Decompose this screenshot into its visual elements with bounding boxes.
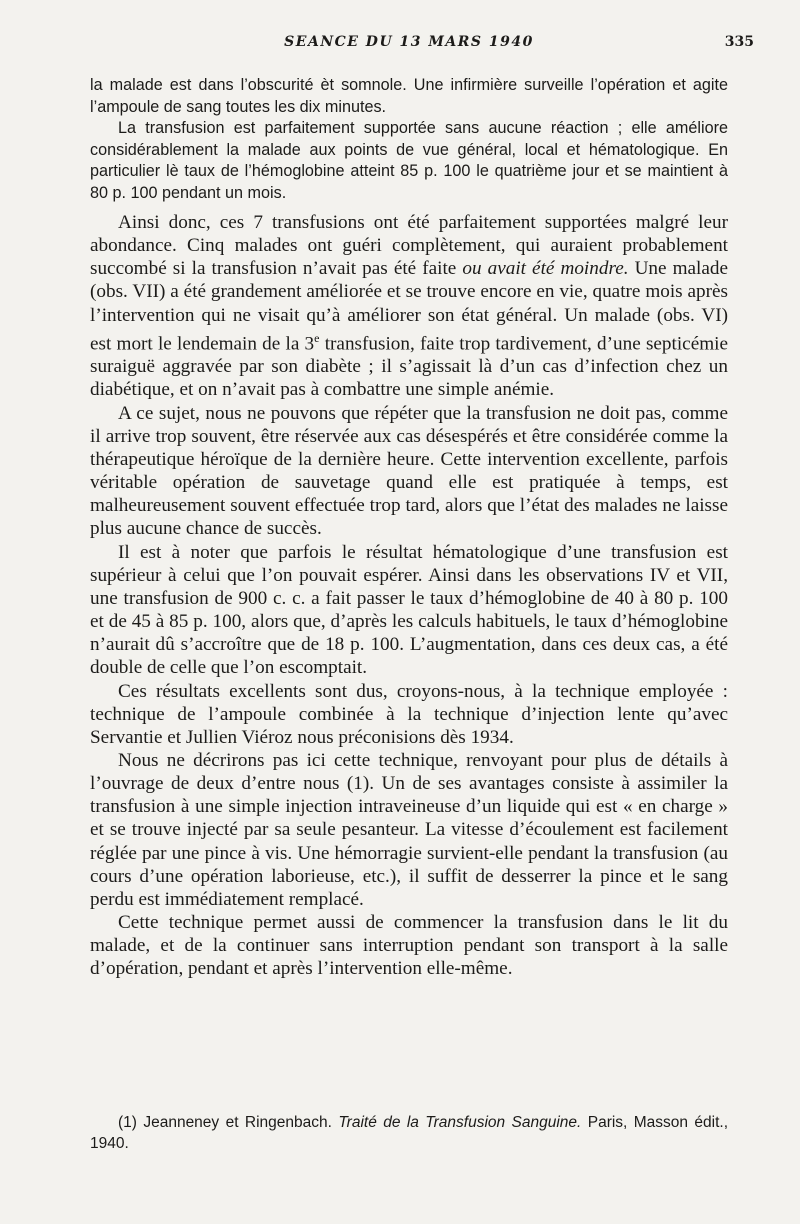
paragraph: la malade est dans l’obscurité èt somnole. Une infirmière surveille l’opération et agite l’ampoule de sang toutes les dix minutes. [90, 76, 728, 116]
case-report-text [90, 75, 728, 204]
superscript: e [314, 330, 320, 345]
paragraph: A ce sujet, nous ne pouvons que répéter que la transfusion ne doit pas, comme il arrive trop souvent, être réservée aux cas désespérés et être considérée comme la thérapeutique héroïque de la dernière heure. Cette intervention excellente, parfois véritable opération de sauvetage quand elle est pratiquée à temps, est malheureusement souvent effectuée trop tard, alors que l’état des malades ne laisse plus aucune chance de succès. [90, 402, 728, 540]
footnote-text [90, 1112, 728, 1154]
paragraph: Nous ne décrirons pas ici cette technique, renvoyant pour plus de détails à l’ouvrage de deux d’entre nous (1). Un de ses avantages consiste à assimiler la transfusion à une simple injection intraveineuse d’un liquide qui est « en charge » et se trouve injecté par sa seule pesanteur. La vitesse d’écoulement est facilement réglée par une pince à vis. Une hémorragie survient-elle pendant la transfusion (au cours d’une opération laborieuse, etc.), il suffit de desserrer la pince et le sang perdu est immédiatement remplacé. [90, 749, 728, 910]
text-span: Une malade (obs. VII) a été grandement améliorée et se trouve encore en vie, quatre mois après l’intervention qui ne visait qu’à améliorer son état général. Un malade (obs. VI) est mort le lendemain de la 3 [90, 258, 728, 355]
italic-span: ou avait été moindre. [462, 258, 629, 280]
text-span: Paris, Masson édit., 1940. [90, 1114, 729, 1152]
italic-span: Traité de la Transfusion Sanguine. [338, 1114, 582, 1131]
text-span: (1) Jeanneney et Ringenbach. [118, 1114, 332, 1131]
page-number: 335 [724, 34, 754, 50]
footnote [90, 1112, 728, 1154]
main-text [90, 211, 728, 981]
paragraph: Il est à noter que parfois le résultat hématologique d’une transfusion est supérieur à celui que l’on pouvait espérer. Ainsi dans les observations IV et VII, une transfusion de 900 c. c. a fait passer le taux d’hémoglobine de 40 à 80 p. 100 et de 45 à 85 p. 100, alors que, d’après les calculs habituels, le taux d’hémoglobine n’aurait dû s’accroître que de 18 p. 100. L’augmentation, dans ces deux cas, a été double de celle que l’on escomptait. [90, 541, 728, 679]
text-span: transfusion, faite trop tardivement, d’une septicémie suraiguë aggravée par son diabète ; il s’agissait là d’un cas d’infection chez un diabétique, et on n’avait pas à combattre une simple anémie. [90, 333, 728, 401]
paragraph: Cette technique permet aussi de commencer la transfusion dans le lit du malade, et de la continuer sans interruption pendant son transport à la salle d’opération, pendant et après l’intervention elle-même. [90, 912, 728, 980]
running-title: SEANCE DU 13 MARS 1940 [284, 34, 534, 50]
text-span: Ainsi donc, ces 7 transfusions ont été parfaitement supportées malgré leur abondance. Cinq malades ont guéri complètement, qui auraient probablement succombé si la transfusion n’avait pas été faite [90, 212, 728, 280]
paragraph: Ces résultats excellents sont dus, croyons-nous, à la technique employée : technique de l’ampoule combinée à la technique d’injection lente qu’avec Servantie et Jullien Viéroz nous préconisions dès 1934. [90, 680, 728, 748]
paragraph [90, 211, 728, 402]
paragraph: La transfusion est parfaitement supportée sans aucune réaction ; elle améliore considérablement la malade aux points de vue général, local et hématologique. En particulier lè taux de l’hémoglobine atteint 85 p. 100 le quatrième jour et se maintient à 80 p. 100 pendant un mois. [90, 119, 728, 202]
